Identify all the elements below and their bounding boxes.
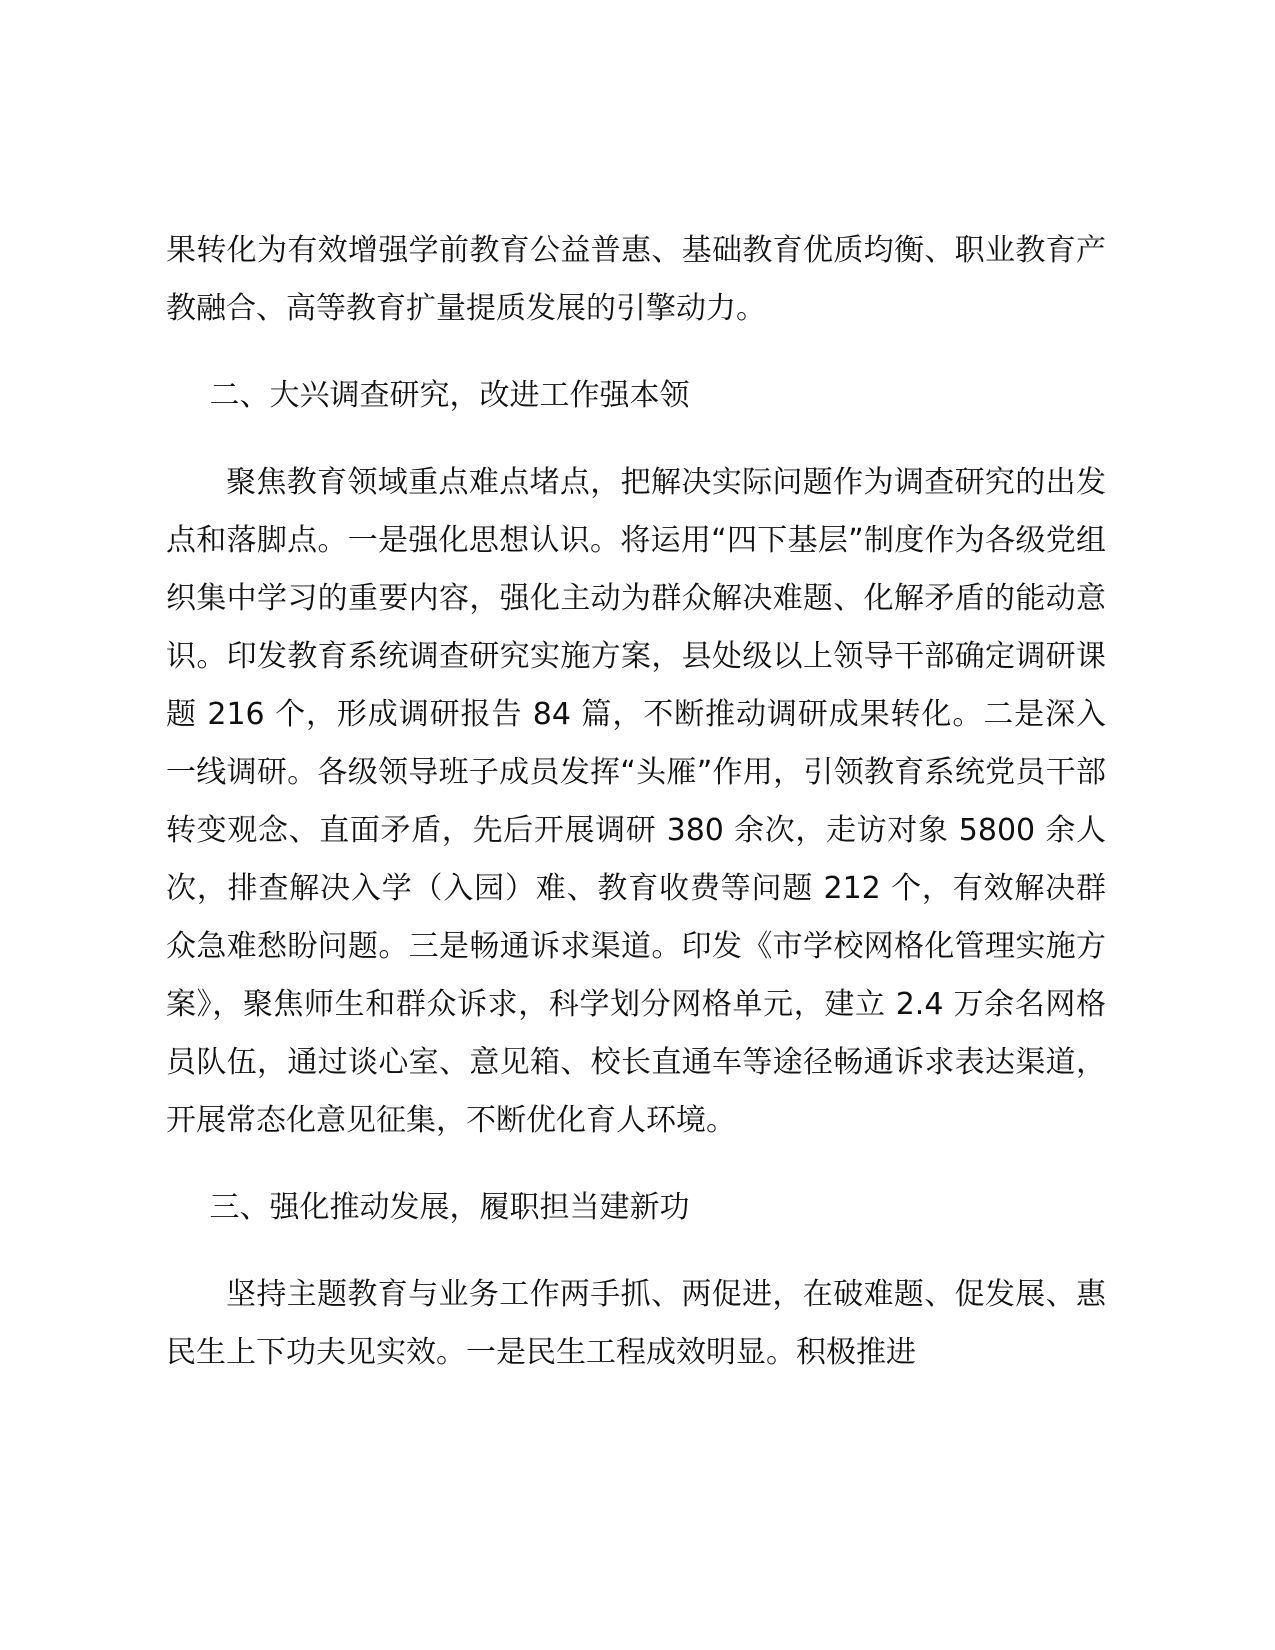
section-heading-2: 二、大兴调查研究，改进工作强本领 xyxy=(209,378,690,413)
paragraph-gap xyxy=(166,425,1106,454)
paragraph-gap xyxy=(166,338,1106,367)
paragraph-gap xyxy=(166,1237,1106,1266)
section-heading-3: 三、强化推动发展，履职担当建新功 xyxy=(209,1190,690,1225)
paragraph-gap xyxy=(166,1150,1106,1179)
document-body xyxy=(166,222,1106,1382)
paragraph-continuation: 果转化为有效增强学前教育公益普惠、基础教育优质均衡、职业教育产教融合、高等教育扩量提质发展的引擎动力。 xyxy=(166,233,1106,326)
paragraph-research: 聚焦教育领域重点难点堵点，把解决实际问题作为调查研究的出发点和落脚点。一是强化思想认识。将运用“四下基层”制度作为各级党组织集中学习的重要内容，强化主动为群众解决难题、化解矛盾的能动意识。印发教育系统调查研究实施方案，县处级以上领导干部确定调研课题 216 个，形成调研报告 84 篇，不断推动调研成果转化。二是深入一线调研。各级领导班子成员发挥“头雁”作用，引领教育系统党员干部转变观念、直面矛盾，先后开展调研 380 余次，走访对象 5800 余人次，排查解决入学（入园）难、教育收费等问题 212 个，有效解决群众急难愁盼问题。三是畅通诉求渠道。印发《市学校网格化管理实施方案》，聚焦师生和群众诉求，科学划分网格单元，建立 2.4 万余名网格员队伍，通过谈心室、意见箱、校长直通车等途径畅通诉求表达渠道，开展常态化意见征集，不断优化育人环境。 xyxy=(166,465,1106,1138)
paragraph-development: 坚持主题教育与业务工作两手抓、两促进，在破难题、促发展、惠民生上下功夫见实效。一是民生工程成效明显。积极推进 xyxy=(166,1277,1106,1370)
